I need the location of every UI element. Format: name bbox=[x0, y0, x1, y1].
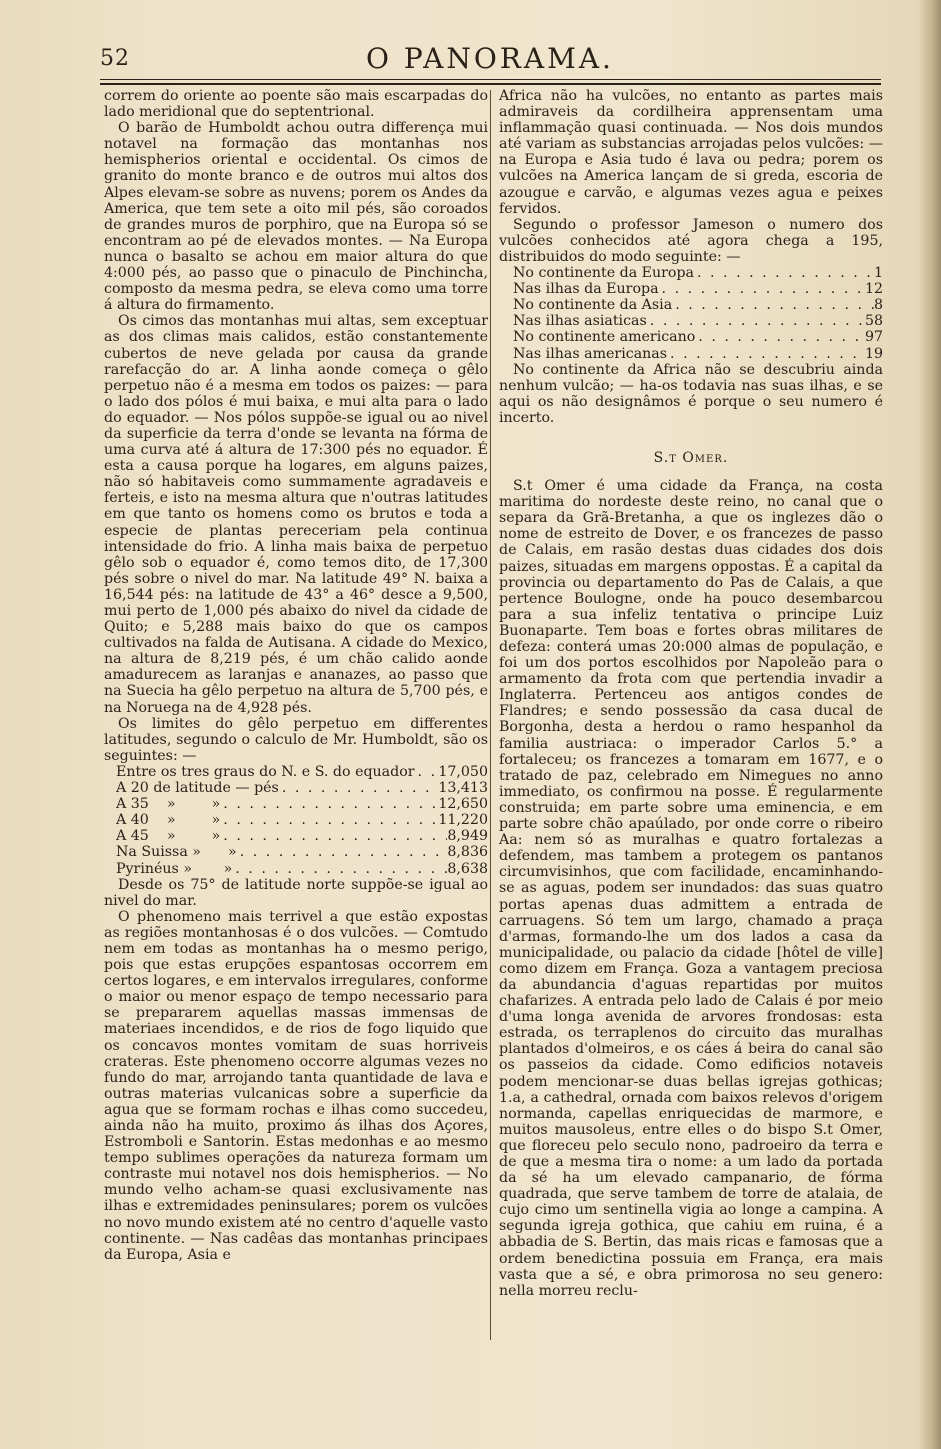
paragraph: S.t Omer é uma cidade da França, na costa maritima do nordeste deste reino, no canal que o separa da Grã-Bretanha, a que os inglezes dão o nome de estreito de Dover, e os francezes de passo de Calais, em rasão destas duas cidades dos dois paizes, situadas em margens oppostas. É a capital da provincia ou departamento do Pas de Calais, a que pertence Boulogne, onde ha pouco desembarcou para a sua infeliz tentativa o principe Luiz Buonaparte. Tem boas e fortes obras militares de defeza: conterá umas 20:000 almas de população, e foi um dos portos escolhidos por Napoleão para o armamento da frota com que pertendia invadir a Inglaterra. Pertenceu aos antigos condes de Flandres; e sendo possessão da casa ducal de Borgonha, desta a herdou o ramo hespanhol da familia austriaca: o imperador Carlos 5.° a fortaleceu; os francezes a tomaram em 1677, e o tratado de paz, celebrado em Nimegues no anno immediato, os confirmou na posse. É regularmente construida; em parte sobre uma eminencia, e em parte sobre chão apaúlado, por onde corre o ribeiro Aa: nem só as muralhas e quatro fortalezas a defendem, mas tambem a protegem os pantanos circumvisinhos, que com facilidade, encaminhando-se as aguas, podem ser inundados: das suas quatro portas apenas duas admittem a entrada de carruagens. Só tem um largo, chamado a praça d'armas, formando-lhe um dos lados a casa da municipalidade, ou palacio da cidade [hôtel de ville] como dizem em França. Goza a vantagem preciosa da abundancia d'aguas repartidas por muitos chafarizes. A entrada pelo lado de Calais é por meio d'uma longa avenida de arvores frondosas: esta estrada, os terraplenos do circuito das muralhas plantados d'olmeiros, e os cáes á beira do canal são os passeios da cidade. Como edificios notaveis podem mencionar-se duas bellas igrejas gothicas; 1.a, a cathedral, ornada com baixos relevos d'origem normanda, capellas enriquecidas de marmore, e muitos mausoleus, entre elles o do bispo S.t Omer, que floreceu pelo seculo nono, padroeiro da terra e de que a mesma tira o nome: a um lado da portada da sé ha um elevado campanario, de fórma quadrada, que serve tambem de torre de atalaia, de cujo cimo um sentinella vigia ao longe a campina. A segunda igreja gothica, que cahiu em ruina, é a abbadia de S. Bertin, das mais ricas e famosas que a ordem benedictina possuia em França, era mais vasta que a sé, e obra primorosa no seu genero: nella morreu reclu- bbox=[499, 478, 883, 1299]
table-row: A 45 » » . . . 8,949 bbox=[116, 828, 488, 844]
table-row: A 40 » » . . . 11,220 bbox=[116, 812, 488, 828]
paragraph: Africa não ha vulcões, no entanto as partes mais admiraveis da cordilheira apprensentam uma inflammação quasi continuada. — Nos dois mundos até variam as substancias arrojadas pelos vulcões: — na Europa e Asia tudo é lava ou pedra; porem os vulcões na America lançam de si greda, escoria de azougue e carvão, e algumas vezes agua e peixes fervidos. bbox=[499, 88, 883, 217]
volcano-table bbox=[499, 265, 883, 362]
paragraph: No continente da Africa não se descubriu ainda nenhum vulcão; — ha-os todavia nas suas ilhas, e se aqui os não designâmos é porque o seu numero é incerto. bbox=[499, 361, 883, 426]
paragraph: Os cimos das montanhas mui altas, sem exceptuar as dos climas mais calidos, estão constantemente cubertos de neve gelada por causa da grande rarefacção do ar. A linha aonde começa o gêlo perpetuo não é a mesma em todos os paizes: — para o lado dos pólos é mui baixa, e mui alta para o lado do equador. — Nos pólos suppõe-se igual ou ao nivel da superficie da terra d'onde se levanta na fórma de uma curva até á altura de 17:300 pés no equador. É esta a causa porque ha logares, em alguns paizes, não só habitaveis como summamente agradaveis e ferteis, e isto na mesma altura que n'outras latitudes em que tanto os homens como os brutos e toda a especie de plantas pereceriam pela continua intensidade do frio. A linha mais baixa de perpetuo gêlo sob o equador é, como temos dito, de 17,300 pés sobre o nivel do mar. Na latitude 49° N. baixa a 16,544 pés: na latitude de 43° a 46° desce a 9,500, mui perto de 1,000 pés abaixo do nivel da cidade de Quito; e 5,288 mais baixo do que os campos cultivados na falda de Autisana. A cidade do Mexico, na altura de 8,219 pés, é um chão calido aonde amadurecem as laranjas e ananazes, ao passo que na Suecia ha gêlo perpetuo na altura de 5,700 pés, e na Noruega na de 4,928 pés. bbox=[104, 313, 488, 716]
left-column bbox=[104, 88, 488, 1263]
table-row: Nas ilhas americanas . . . 19 bbox=[513, 346, 883, 362]
table-row: No continente americano . . . 97 bbox=[513, 329, 883, 345]
paragraph: Desde os 75° de latitude norte suppõe-se igual ao nivel do mar. bbox=[104, 876, 488, 909]
snow-line-table bbox=[104, 764, 488, 877]
page-number: 52 bbox=[100, 46, 130, 71]
table-row: Na Suissa » » . . . 8,836 bbox=[116, 844, 488, 860]
table-row: Pyrinéus » » . . . 8,638 bbox=[116, 861, 488, 877]
page-header bbox=[100, 40, 880, 80]
header-rule-thick bbox=[100, 83, 881, 85]
page-edge-shadow bbox=[919, 0, 941, 1449]
right-column bbox=[499, 88, 883, 1299]
section-title: S.t Omer. bbox=[653, 449, 729, 466]
table-row: No continente da Europa . . . 1 bbox=[513, 265, 883, 281]
paragraph: Segundo o professor Jameson o numero dos vulcões conhecidos até agora chega a 195, distribuidos do modo seguinte: — bbox=[499, 216, 883, 265]
paragraph: correm do oriente ao poente são mais escarpadas do lado meridional que do septentrional. bbox=[104, 88, 488, 121]
table-row: A 20 de latitude — pés . . . 13,413 bbox=[116, 780, 488, 796]
table-row: Nas ilhas da Europa . . . 12 bbox=[513, 281, 883, 297]
paragraph: O phenomeno mais terrivel a que estão expostas as regiões montanhosas é o dos vulcões. — Comtudo nem em todas as montanhas ha o mesmo perigo, pois que estas erupções espantosas occorrem em certos logares, e em intervalos irregulares, conforme o maior ou menor espaço de tempo necessario para se prepararem aquellas massas immensas de materiaes incendidos, e de rios de fogo liquido que os concavos montes vomitam de suas horriveis crateras. Este phenomeno occorre algumas vezes no fundo do mar, arrojando tanta quantidade de lava e outras materias vulcanicas sobre a superficie da agua que se formam rochas e ilhas como succedeu, ainda não ha muito, proximo ás ilhas dos Açores, Estromboli e Santorin. Estas medonhas e ao mesmo tempo sublimes operações da natureza formam um contraste mui notavel nos dois hemispherios. — No mundo velho acham-se quasi exclusivamente nas ilhas e extremidades peninsulares; porem os vulcões no novo mundo existem até no centro d'aquelle vasto continente. — Nas cadêas das montanhas principaes da Europa, Asia e bbox=[104, 908, 488, 1263]
table-row: Nas ilhas asiaticas . . . 58 bbox=[513, 313, 883, 329]
paragraph: O barão de Humboldt achou outra differença mui notavel na formação das montanhas nos hemispherios oriental e occidental. Os cimos de granito do monte branco e de outros mui altos dos Alpes elevam-se sobre as nuvens; porem os Andes da America, que tem sete a oito mil pés, são coroados de grandes muros de porphiro, que na Europa só se encontram ao pé de elevados montes. — Na Europa nunca o basalto se achou em maior altura do que 4:000 pés, ao passo que o pinaculo de Pinchincha, composto da mesma pedra, se eleva como uma torre á altura do firmamento. bbox=[104, 120, 488, 314]
header-rule-thin bbox=[100, 79, 881, 80]
table-row: Entre os tres graus do N. e S. do equador . . . 17,050 bbox=[116, 764, 488, 780]
paragraph: Os limites do gêlo perpetuo em differentes latitudes, segundo o calculo de Mr. Humboldt, são os seguintes: — bbox=[104, 715, 488, 764]
table-row: No continente da Asia . . . 8 bbox=[513, 297, 883, 313]
table-row: A 35 » » . . . 12,650 bbox=[116, 796, 488, 812]
column-divider bbox=[490, 90, 491, 1340]
running-title: O PANORAMA. bbox=[366, 42, 614, 75]
